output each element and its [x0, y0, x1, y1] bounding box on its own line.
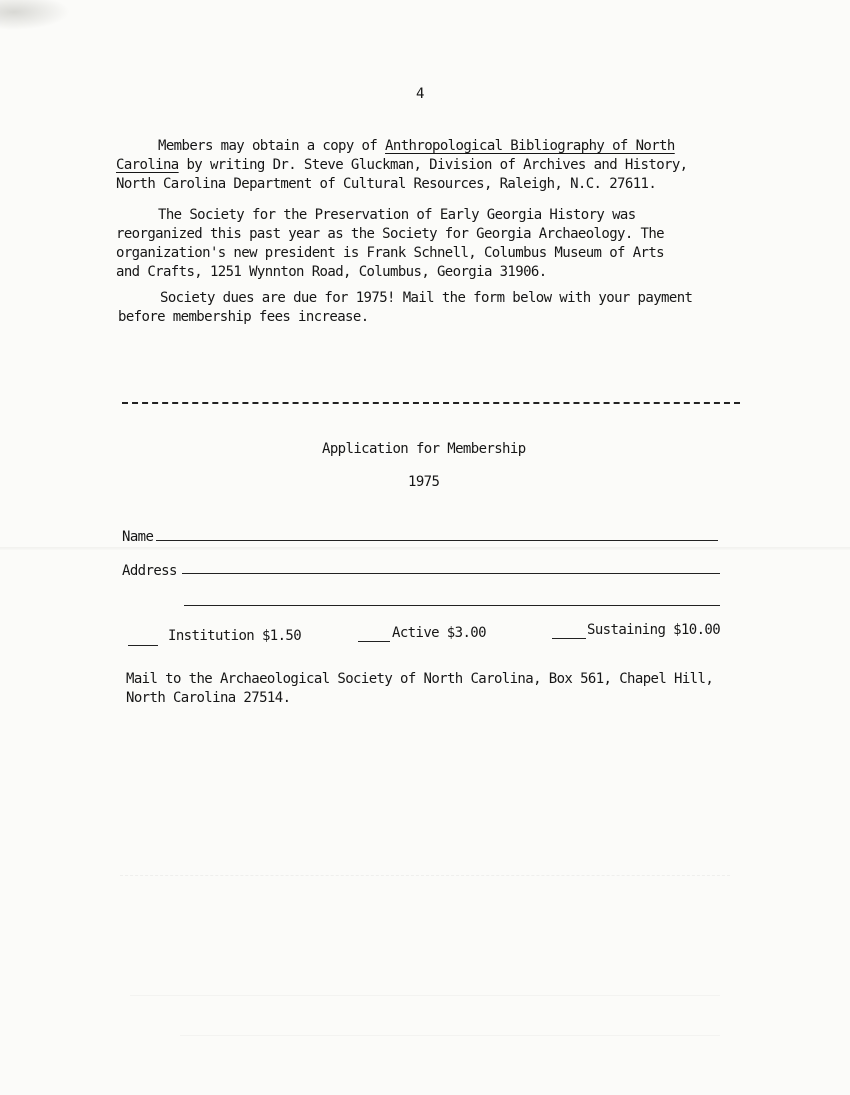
address-field-line2[interactable] [184, 605, 720, 606]
para1-line2 [116, 157, 688, 173]
mail-line1: Mail to the Archaeological Society of North Carolina, Box 561, Chapel Hill, [126, 671, 714, 687]
address-label: Address [122, 563, 177, 579]
sustaining-checkbox-blank[interactable] [552, 638, 586, 639]
institution-checkbox-blank[interactable] [128, 645, 158, 646]
para3-line1: Society dues are due for 1975! Mail the form below with your payment [160, 290, 693, 306]
para1-line2-text: by writing Dr. Steve Gluckman, Division of Archives and History, [178, 157, 688, 173]
para2-line4: and Crafts, 1251 Wynnton Road, Columbus, Georgia 31906. [116, 264, 547, 280]
para2-line3: organization's new president is Frank Schnell, Columbus Museum of Arts [116, 245, 665, 261]
para1-line1-text: Members may obtain a copy of [158, 138, 386, 154]
active-option-label: Active $3.00 [392, 625, 486, 641]
cut-line [122, 402, 740, 404]
name-label: Name [122, 529, 154, 545]
form-year: 1975 [408, 474, 440, 490]
para1-line3: North Carolina Department of Cultural Resources, Raleigh, N.C. 27611. [116, 176, 657, 192]
page-number: 4 [416, 86, 424, 102]
para2-line1: The Society for the Preservation of Early Georgia History was [158, 207, 636, 223]
bibliography-title-part2: Carolina [116, 157, 179, 173]
address-field-line1[interactable] [182, 573, 720, 574]
form-title: Application for Membership [322, 441, 526, 457]
scan-smudge [0, 0, 70, 30]
name-field[interactable] [156, 540, 718, 541]
para3-line2: before membership fees increase. [118, 309, 369, 325]
institution-option-label: Institution $1.50 [168, 628, 302, 644]
active-checkbox-blank[interactable] [358, 641, 390, 642]
fold-crease [0, 547, 850, 550]
sustaining-option-label: Sustaining $10.00 [587, 622, 721, 638]
mail-line2: North Carolina 27514. [126, 690, 291, 706]
para1-line1 [158, 138, 675, 154]
bibliography-title-part1: Anthropological Bibliography of North [385, 138, 675, 154]
para2-line2: reorganized this past year as the Society for Georgia Archaeology. The [116, 226, 665, 242]
